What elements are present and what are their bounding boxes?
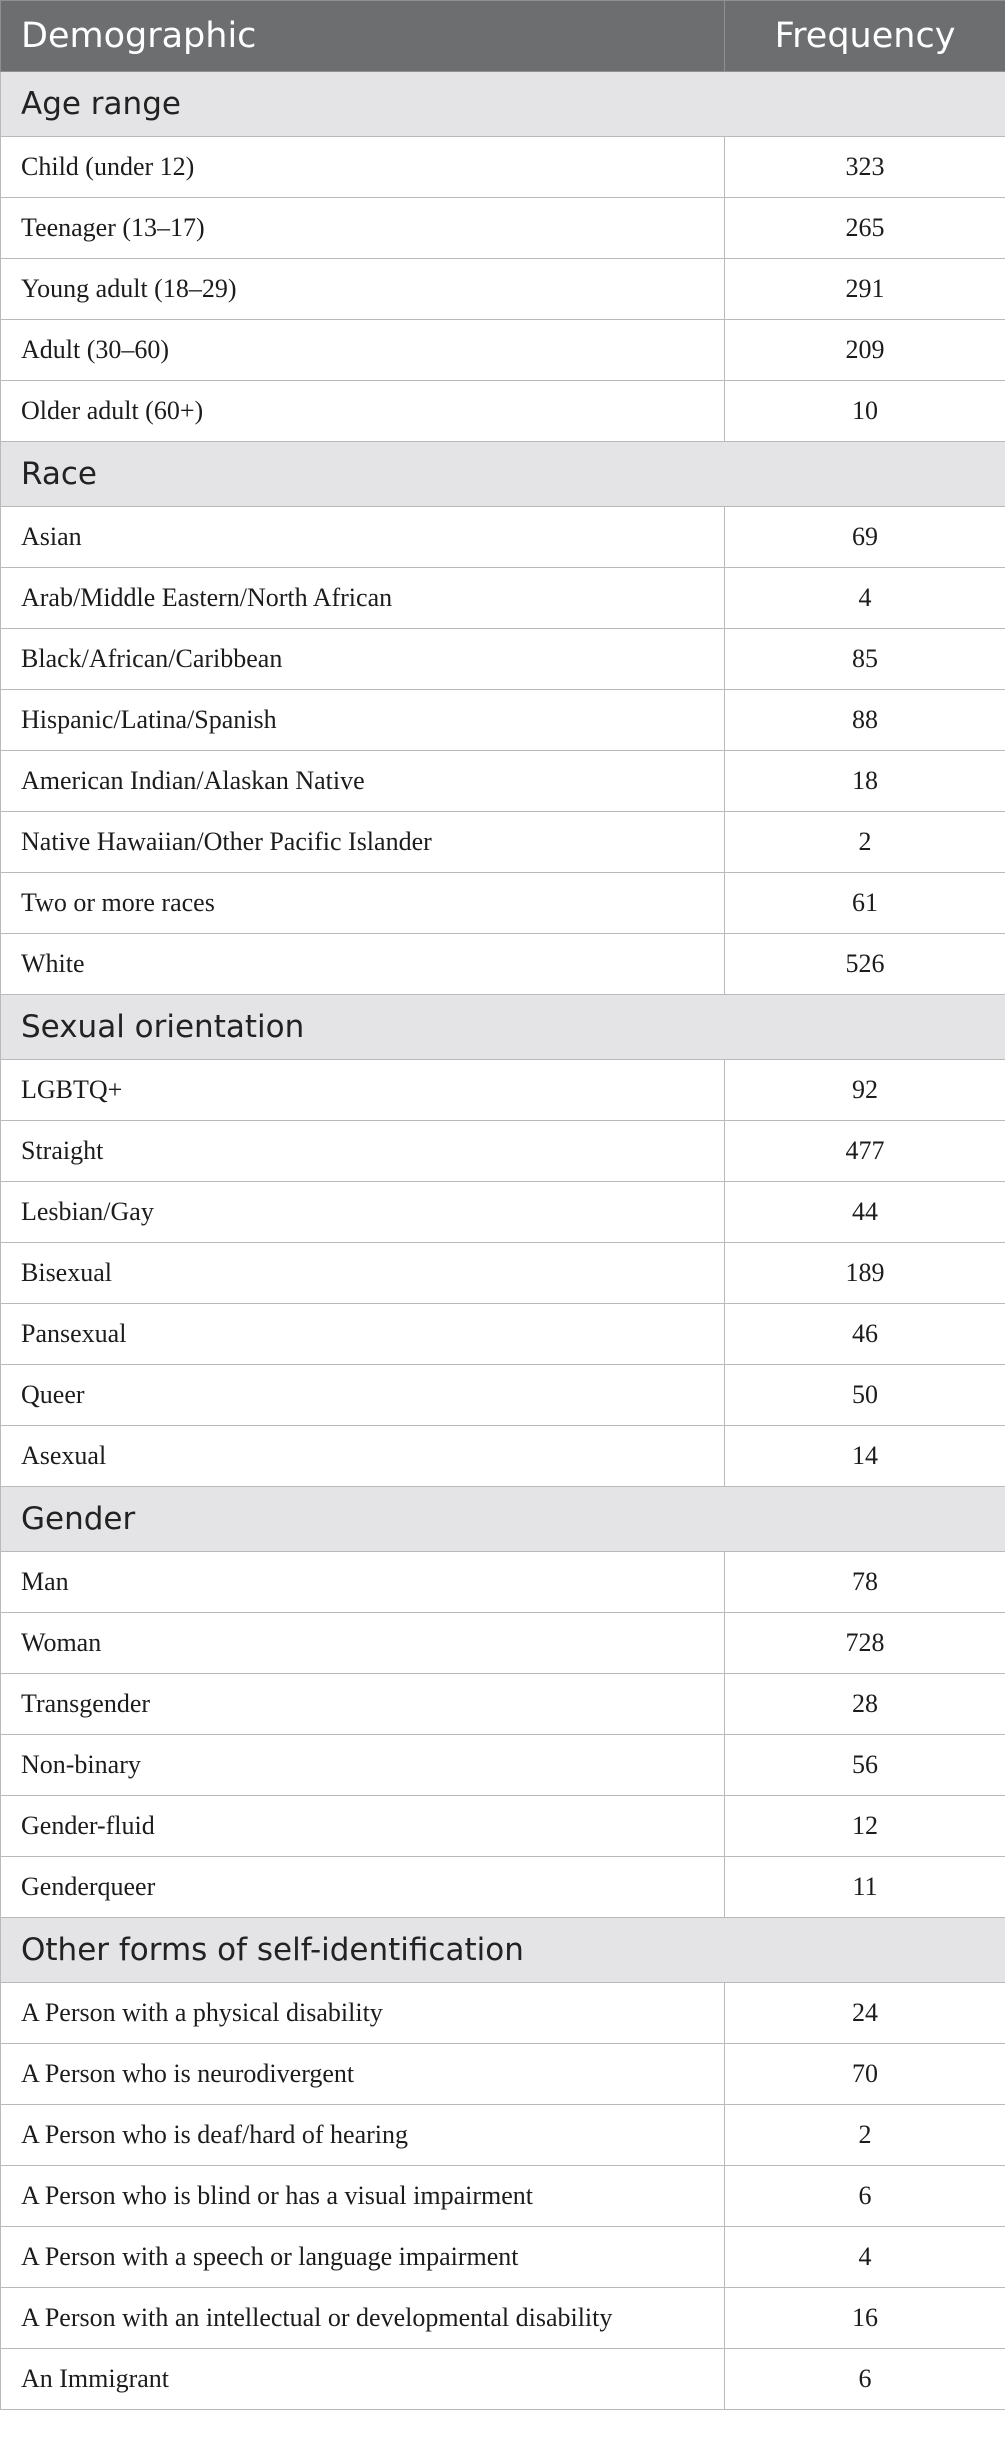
table-row bbox=[1, 381, 1005, 442]
row-label: Gender-fluid bbox=[1, 1796, 725, 1857]
row-label: A Person with a physical disability bbox=[1, 1983, 725, 2044]
row-frequency: 477 bbox=[725, 1121, 1005, 1182]
row-frequency: 50 bbox=[725, 1365, 1005, 1426]
header-row bbox=[1, 1, 1005, 72]
row-label: Native Hawaiian/Other Pacific Islander bbox=[1, 812, 725, 873]
table-row bbox=[1, 568, 1005, 629]
row-frequency: 78 bbox=[725, 1552, 1005, 1613]
row-label: Teenager (13–17) bbox=[1, 198, 725, 259]
row-label: Asian bbox=[1, 507, 725, 568]
row-label: LGBTQ+ bbox=[1, 1060, 725, 1121]
table-row bbox=[1, 320, 1005, 381]
row-frequency: 12 bbox=[725, 1796, 1005, 1857]
frequency-column-header: Frequency bbox=[725, 1, 1005, 72]
row-label: A Person with a speech or language impairment bbox=[1, 2227, 725, 2288]
table-row bbox=[1, 690, 1005, 751]
table-row bbox=[1, 812, 1005, 873]
row-frequency: 11 bbox=[725, 1857, 1005, 1918]
row-label: A Person who is blind or has a visual impairment bbox=[1, 2166, 725, 2227]
row-label: Bisexual bbox=[1, 1243, 725, 1304]
row-label: Lesbian/Gay bbox=[1, 1182, 725, 1243]
row-frequency: 209 bbox=[725, 320, 1005, 381]
row-frequency: 88 bbox=[725, 690, 1005, 751]
row-frequency: 70 bbox=[725, 2044, 1005, 2105]
table-row bbox=[1, 1304, 1005, 1365]
section-header-row bbox=[1, 1487, 1005, 1552]
row-frequency: 4 bbox=[725, 2227, 1005, 2288]
row-label: American Indian/Alaskan Native bbox=[1, 751, 725, 812]
table-row bbox=[1, 1983, 1005, 2044]
table-row bbox=[1, 2227, 1005, 2288]
row-frequency: 14 bbox=[725, 1426, 1005, 1487]
row-frequency: 2 bbox=[725, 2105, 1005, 2166]
table-row bbox=[1, 2166, 1005, 2227]
row-label: Straight bbox=[1, 1121, 725, 1182]
table-row bbox=[1, 1243, 1005, 1304]
row-frequency: 92 bbox=[725, 1060, 1005, 1121]
row-frequency: 291 bbox=[725, 259, 1005, 320]
table-row bbox=[1, 1735, 1005, 1796]
row-label: Woman bbox=[1, 1613, 725, 1674]
table-row bbox=[1, 629, 1005, 690]
row-frequency: 69 bbox=[725, 507, 1005, 568]
table-row bbox=[1, 1365, 1005, 1426]
table-row bbox=[1, 1552, 1005, 1613]
section-title: Other forms of self-identification bbox=[1, 1918, 1005, 1983]
table-row bbox=[1, 1674, 1005, 1735]
row-frequency: 526 bbox=[725, 934, 1005, 995]
row-frequency: 265 bbox=[725, 198, 1005, 259]
row-frequency: 4 bbox=[725, 568, 1005, 629]
section-header-row bbox=[1, 442, 1005, 507]
row-label: Two or more races bbox=[1, 873, 725, 934]
table-row bbox=[1, 1613, 1005, 1674]
row-label: Pansexual bbox=[1, 1304, 725, 1365]
row-frequency: 728 bbox=[725, 1613, 1005, 1674]
row-frequency: 24 bbox=[725, 1983, 1005, 2044]
section-header-row bbox=[1, 995, 1005, 1060]
row-label: Hispanic/Latina/Spanish bbox=[1, 690, 725, 751]
table-row bbox=[1, 751, 1005, 812]
table-row bbox=[1, 873, 1005, 934]
section-title: Race bbox=[1, 442, 1005, 507]
demographic-column-header: Demographic bbox=[1, 1, 725, 72]
row-label: Asexual bbox=[1, 1426, 725, 1487]
row-frequency: 61 bbox=[725, 873, 1005, 934]
row-label: Arab/Middle Eastern/North African bbox=[1, 568, 725, 629]
row-frequency: 85 bbox=[725, 629, 1005, 690]
row-frequency: 46 bbox=[725, 1304, 1005, 1365]
row-frequency: 18 bbox=[725, 751, 1005, 812]
row-frequency: 323 bbox=[725, 137, 1005, 198]
row-frequency: 28 bbox=[725, 1674, 1005, 1735]
table-row bbox=[1, 1121, 1005, 1182]
table-row bbox=[1, 1857, 1005, 1918]
row-frequency: 6 bbox=[725, 2166, 1005, 2227]
table-row bbox=[1, 1182, 1005, 1243]
table-row bbox=[1, 2105, 1005, 2166]
row-label: Child (under 12) bbox=[1, 137, 725, 198]
table-row bbox=[1, 137, 1005, 198]
row-label: White bbox=[1, 934, 725, 995]
row-label: Young adult (18–29) bbox=[1, 259, 725, 320]
row-label: Queer bbox=[1, 1365, 725, 1426]
table-row bbox=[1, 259, 1005, 320]
row-frequency: 16 bbox=[725, 2288, 1005, 2349]
row-label: Older adult (60+) bbox=[1, 381, 725, 442]
row-label: Transgender bbox=[1, 1674, 725, 1735]
row-frequency: 10 bbox=[725, 381, 1005, 442]
table-row bbox=[1, 1060, 1005, 1121]
section-title: Gender bbox=[1, 1487, 1005, 1552]
table-header bbox=[1, 1, 1005, 72]
row-label: Genderqueer bbox=[1, 1857, 725, 1918]
table-body bbox=[1, 72, 1005, 2410]
row-frequency: 2 bbox=[725, 812, 1005, 873]
section-title: Age range bbox=[1, 72, 1005, 137]
row-label: Man bbox=[1, 1552, 725, 1613]
row-frequency: 56 bbox=[725, 1735, 1005, 1796]
section-header-row bbox=[1, 1918, 1005, 1983]
row-label: Non-binary bbox=[1, 1735, 725, 1796]
table-row bbox=[1, 934, 1005, 995]
table-row bbox=[1, 2349, 1005, 2410]
table-row bbox=[1, 1426, 1005, 1487]
row-label: Black/African/Caribbean bbox=[1, 629, 725, 690]
section-header-row bbox=[1, 72, 1005, 137]
section-title: Sexual orientation bbox=[1, 995, 1005, 1060]
row-frequency: 189 bbox=[725, 1243, 1005, 1304]
table-row bbox=[1, 2288, 1005, 2349]
row-label: Adult (30–60) bbox=[1, 320, 725, 381]
table-row bbox=[1, 1796, 1005, 1857]
table-row bbox=[1, 2044, 1005, 2105]
row-frequency: 44 bbox=[725, 1182, 1005, 1243]
table-row bbox=[1, 198, 1005, 259]
row-frequency: 6 bbox=[725, 2349, 1005, 2410]
table-row bbox=[1, 507, 1005, 568]
row-label: A Person who is deaf/hard of hearing bbox=[1, 2105, 725, 2166]
row-label: A Person with an intellectual or developmental disability bbox=[1, 2288, 725, 2349]
row-label: A Person who is neurodivergent bbox=[1, 2044, 725, 2105]
row-label: An Immigrant bbox=[1, 2349, 725, 2410]
